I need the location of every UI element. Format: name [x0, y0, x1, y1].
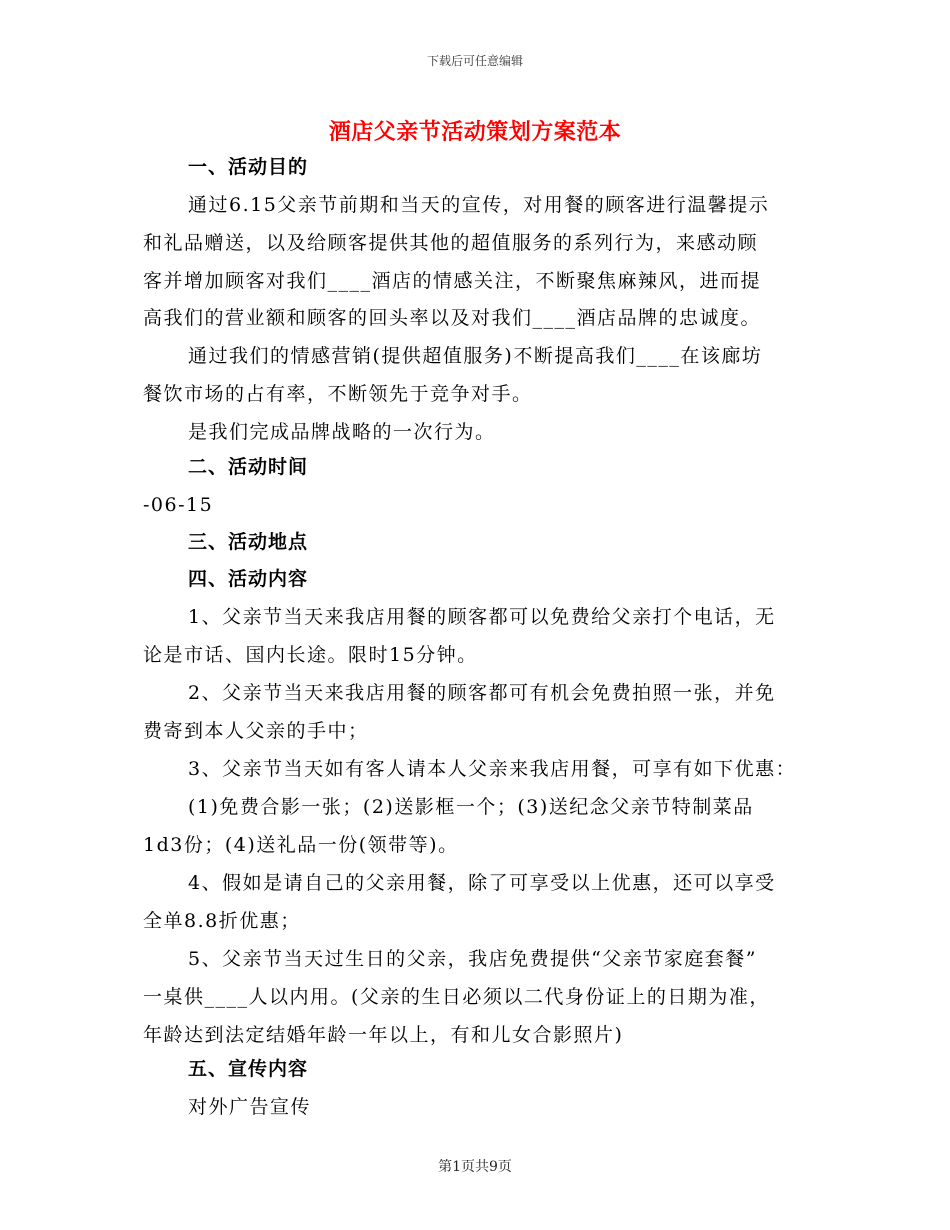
list-item-line: 1d3份；(4)送礼品一份(领带等)。 — [143, 834, 459, 856]
paragraph-line: 通过我们的情感营销(提供超值服务)不断提高我们____在该廊坊 — [188, 345, 763, 367]
list-item-line: 2、父亲节当天来我店用餐的顾客都可有机会免费拍照一张，并免 — [188, 682, 776, 704]
list-item-line: 论是市话、国内长途。限时15分钟。 — [143, 644, 478, 666]
list-item-line: 费寄到本人父亲的手中； — [143, 720, 369, 742]
list-item-line: 1、父亲节当天来我店用餐的顾客都可以免费给父亲打个电话，无 — [188, 606, 776, 628]
event-date: -06-15 — [143, 494, 214, 516]
paragraph-line: 客并增加顾客对我们____酒店的情感关注，不断聚焦麻辣风，进而提 — [143, 270, 762, 292]
section-heading-promotion: 五、宣传内容 — [188, 1058, 309, 1080]
paragraph-line: 高我们的营业额和顾客的回头率以及对我们____酒店品牌的忠诚度。 — [143, 307, 762, 329]
list-item-line: 一桌供____人以内用。(父亲的生日必须以二代身份证上的日期为准， — [143, 986, 770, 1008]
paragraph-line: 通过6.15父亲节前期和当天的宣传，对用餐的顾客进行温馨提示 — [188, 194, 770, 216]
paragraph-line: 餐饮市场的占有率，不断领先于竞争对手。 — [143, 383, 533, 405]
paragraph-line: 和礼品赠送，以及给顾客提供其他的超值服务的系列行为，来感动顾 — [143, 232, 759, 254]
section-heading-location: 三、活动地点 — [188, 531, 309, 553]
document-title: 酒店父亲节活动策划方案范本 — [328, 119, 622, 145]
paragraph-line: 对外广告宣传 — [188, 1096, 312, 1118]
list-item-line: 年龄达到法定结婚年龄一年以上，有和儿女合影照片) — [143, 1024, 624, 1046]
paragraph-line: 是我们完成品牌战略的一次行为。 — [188, 421, 496, 443]
section-heading-time: 二、活动时间 — [188, 456, 309, 478]
list-item-line: 全单8.8折优惠； — [143, 910, 301, 932]
page-number: 第1页共9页 — [438, 1159, 512, 1175]
list-item-line: 3、父亲节当天如有客人请本人父亲来我店用餐，可享有如下优惠： — [188, 758, 797, 780]
list-item-line: 5、父亲节当天过生日的父亲，我店免费提供“父亲节家庭套餐” — [188, 948, 758, 970]
list-item-line: (1)免费合影一张；(2)送影框一个；(3)送纪念父亲节特制菜品 — [188, 796, 754, 818]
list-item-line: 4、假如是请自己的父亲用餐，除了可享受以上优惠，还可以享受 — [188, 872, 776, 894]
section-heading-content: 四、活动内容 — [188, 568, 309, 590]
page-header-note: 下载后可任意编辑 — [426, 54, 523, 68]
section-heading-purpose: 一、活动目的 — [188, 156, 309, 178]
